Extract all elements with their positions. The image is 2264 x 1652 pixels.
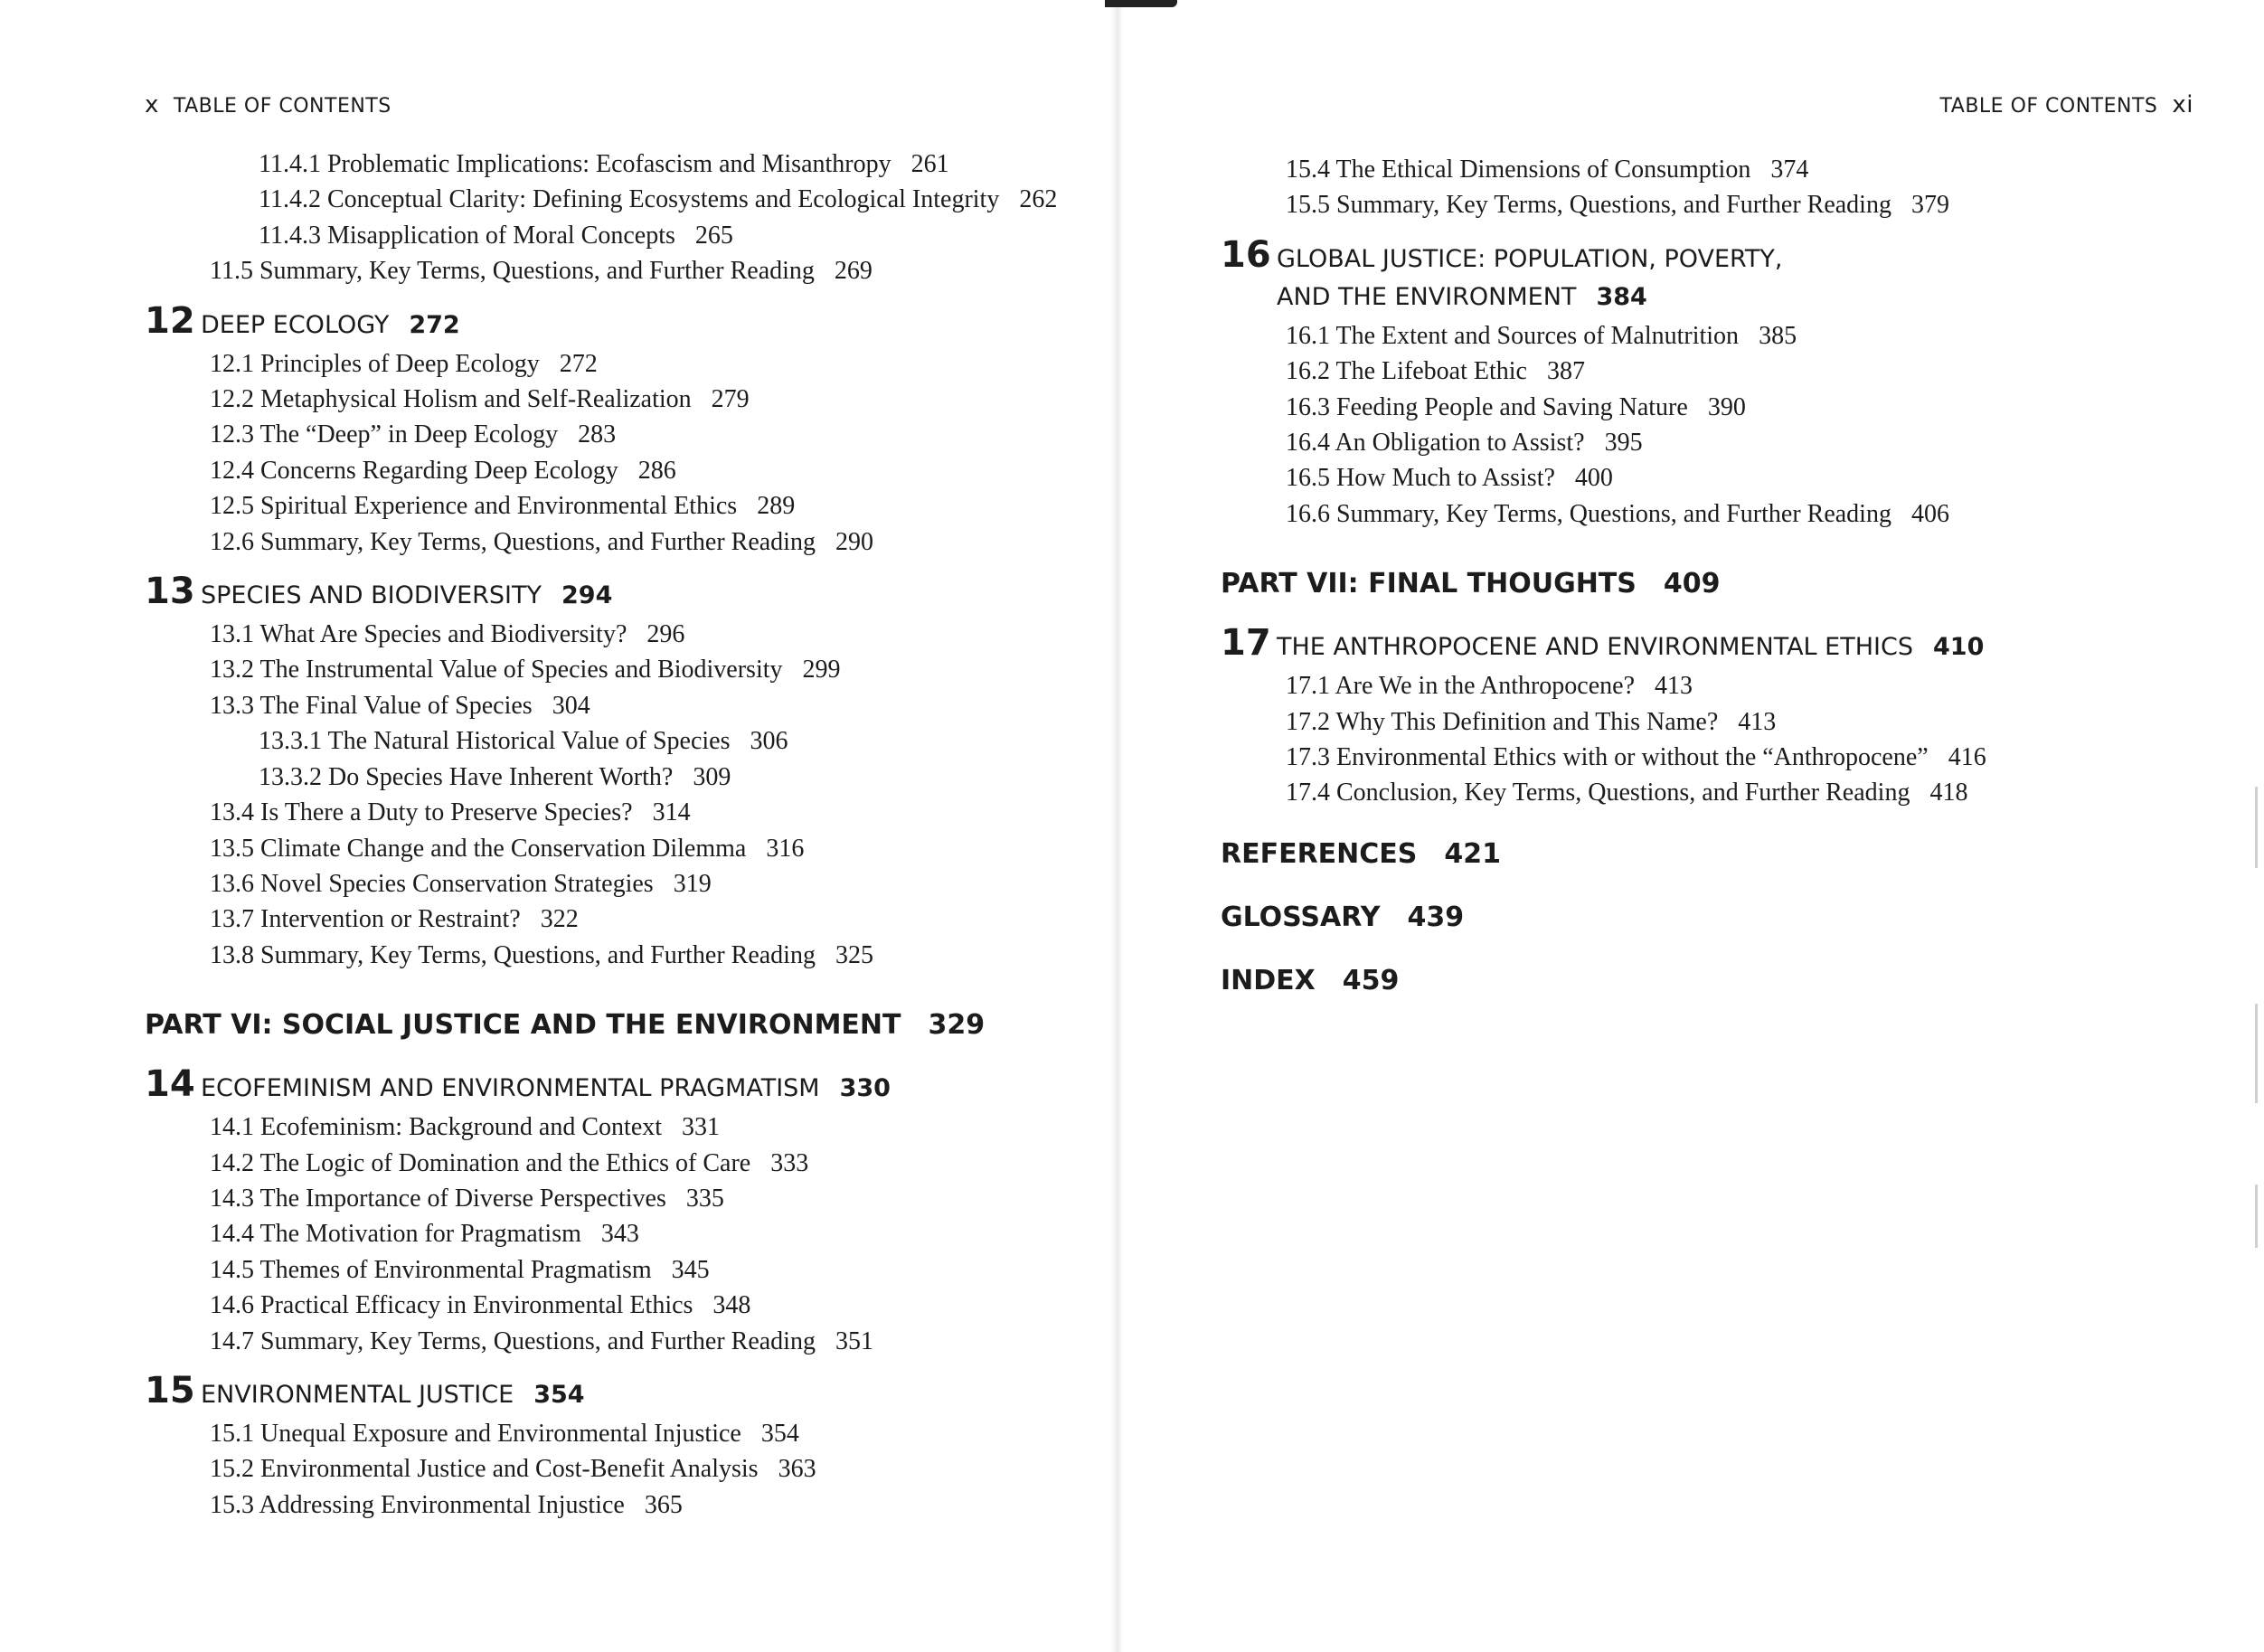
chapter-heading[interactable] bbox=[145, 1369, 1057, 1414]
chapter-title: DEEP ECOLOGY bbox=[201, 310, 390, 339]
backmatter-title: GLOSSARY bbox=[1221, 901, 1381, 933]
toc-entry[interactable] bbox=[145, 938, 1057, 973]
entry-page-number: 333 bbox=[770, 1148, 809, 1177]
entry-title: 13.3.2 Do Species Have Inherent Worth? bbox=[259, 762, 674, 791]
entry-page-number: 365 bbox=[644, 1490, 683, 1519]
entry-page-number: 351 bbox=[835, 1326, 873, 1355]
entry-page-number: 387 bbox=[1546, 357, 1585, 386]
entry-page-number: 262 bbox=[1019, 185, 1058, 214]
chapter-heading[interactable] bbox=[145, 1065, 1057, 1108]
entry-page-number: 418 bbox=[1929, 779, 1968, 807]
toc-entry[interactable] bbox=[1221, 704, 1986, 740]
backmatter-heading[interactable] bbox=[1221, 898, 1986, 938]
entry-title: 11.5 Summary, Key Terms, Questions, and Further Reading bbox=[210, 257, 815, 286]
entry-title: 13.3.1 The Natural Historical Value of Species bbox=[259, 727, 731, 756]
toc-entry[interactable] bbox=[145, 1109, 1057, 1145]
entry-title: 15.5 Summary, Key Terms, Questions, and Further Reading bbox=[1286, 191, 1891, 220]
toc-entry[interactable] bbox=[145, 524, 1057, 560]
chapter-page-number: 354 bbox=[533, 1380, 585, 1409]
chapter-title: GLOBAL JUSTICE: POPULATION, POVERTY, bbox=[1277, 244, 1783, 273]
entry-page-number: 385 bbox=[1759, 321, 1797, 350]
entry-title: 12.4 Concerns Regarding Deep Ecology bbox=[210, 456, 618, 485]
toc-entry[interactable] bbox=[145, 1216, 1057, 1251]
entry-page-number: 299 bbox=[802, 656, 841, 684]
toc-entry[interactable] bbox=[145, 688, 1057, 723]
part-heading[interactable] bbox=[1221, 564, 1986, 604]
entry-page-number: 345 bbox=[671, 1255, 710, 1284]
part-title: PART VII: FINAL THOUGHTS bbox=[1221, 568, 1637, 600]
toc-entry[interactable] bbox=[145, 866, 1057, 902]
toc-entry[interactable] bbox=[145, 760, 1057, 795]
toc-entry[interactable] bbox=[1221, 460, 1986, 496]
part-page-number: 409 bbox=[1663, 568, 1721, 600]
chapter-page-number: 384 bbox=[1596, 282, 1647, 311]
backmatter-title: REFERENCES bbox=[1221, 837, 1418, 870]
toc-list bbox=[1221, 152, 1986, 1001]
entry-page-number: 279 bbox=[711, 385, 750, 414]
chapter-number: 14 bbox=[145, 1063, 195, 1106]
entry-title: 13.2 The Instrumental Value of Species and Biodiversity bbox=[210, 656, 783, 684]
toc-entry[interactable] bbox=[145, 1416, 1057, 1451]
entry-title: 15.2 Environmental Justice and Cost-Benefit Analysis bbox=[210, 1455, 759, 1484]
entry-page-number: 309 bbox=[693, 762, 731, 791]
entry-page-number: 416 bbox=[1948, 743, 1986, 772]
backmatter-page-number: 459 bbox=[1342, 964, 1400, 996]
chapter-page-number: 294 bbox=[561, 581, 613, 610]
entry-title: 14.5 Themes of Environmental Pragmatism bbox=[210, 1255, 652, 1284]
toc-entry[interactable] bbox=[145, 1487, 1057, 1523]
entry-title: 13.1 What Are Species and Biodiversity? bbox=[210, 620, 627, 649]
running-head bbox=[145, 91, 391, 118]
entry-title: 16.2 The Lifeboat Ethic bbox=[1286, 357, 1527, 386]
running-head-title: TABLE OF CONTENTS bbox=[1939, 95, 2158, 118]
entry-page-number: 395 bbox=[1604, 429, 1643, 458]
toc-entry[interactable] bbox=[145, 795, 1057, 830]
entry-title: 11.4.2 Conceptual Clarity: Defining Ecosystems and Ecological Integrity bbox=[259, 185, 1000, 214]
chapter-page-number: 410 bbox=[1933, 633, 1985, 662]
toc-entry[interactable] bbox=[1221, 668, 1986, 703]
entry-title: 16.1 The Extent and Sources of Malnutrition bbox=[1286, 321, 1740, 350]
entry-title: 12.1 Principles of Deep Ecology bbox=[210, 349, 540, 378]
entry-title: 13.7 Intervention or Restraint? bbox=[210, 905, 521, 934]
toc-entry[interactable] bbox=[145, 488, 1057, 524]
page-folio: xi bbox=[2172, 91, 2193, 118]
entry-title: 13.4 Is There a Duty to Preserve Species? bbox=[210, 798, 633, 827]
entry-title: 11.4.3 Misapplication of Moral Concepts bbox=[259, 221, 675, 250]
entry-page-number: 390 bbox=[1707, 392, 1746, 421]
running-head bbox=[1940, 91, 2193, 118]
part-title: PART VI: SOCIAL JUSTICE AND THE ENVIRONMENT bbox=[145, 1009, 901, 1042]
toc-entry[interactable] bbox=[145, 382, 1057, 417]
entry-page-number: 286 bbox=[637, 456, 676, 485]
chapter-heading[interactable] bbox=[145, 299, 1057, 345]
entry-page-number: 316 bbox=[766, 834, 805, 863]
toc-entry[interactable] bbox=[145, 617, 1057, 652]
entry-title: 13.6 Novel Species Conservation Strategies bbox=[210, 869, 654, 898]
toc-entry[interactable] bbox=[1221, 390, 1986, 425]
toc-entry[interactable] bbox=[145, 182, 1057, 217]
entry-page-number: 296 bbox=[646, 620, 685, 649]
entry-page-number: 400 bbox=[1574, 464, 1613, 493]
entry-title: 14.2 The Logic of Domination and the Ethics of Care bbox=[210, 1148, 751, 1177]
chapter-number: 17 bbox=[1221, 622, 1271, 665]
toc-entry[interactable] bbox=[1221, 496, 1986, 532]
entry-title: 13.8 Summary, Key Terms, Questions, and Further Reading bbox=[210, 940, 816, 969]
entry-title: 15.3 Addressing Environmental Injustice bbox=[210, 1490, 625, 1519]
entry-page-number: 379 bbox=[1910, 191, 1949, 220]
entry-page-number: 283 bbox=[578, 420, 617, 449]
chapter-heading[interactable] bbox=[1221, 233, 1986, 316]
entry-title: 11.4.1 Problematic Implications: Ecofascism and Misanthropy bbox=[259, 150, 891, 178]
entry-title: 14.3 The Importance of Diverse Perspectives bbox=[210, 1184, 666, 1213]
toc-entry[interactable] bbox=[1221, 425, 1986, 460]
entry-page-number: 374 bbox=[1770, 156, 1809, 184]
entry-title: 12.5 Spiritual Experience and Environmental Ethics bbox=[210, 492, 738, 521]
entry-page-number: 272 bbox=[559, 349, 598, 378]
part-heading[interactable] bbox=[145, 1005, 1057, 1045]
toc-entry[interactable] bbox=[145, 1146, 1057, 1181]
toc-entry[interactable] bbox=[145, 1288, 1057, 1323]
entry-page-number: 335 bbox=[685, 1184, 724, 1213]
entry-page-number: 413 bbox=[1738, 707, 1777, 736]
chapter-page-number: 330 bbox=[839, 1074, 891, 1103]
right-page bbox=[1123, 0, 2264, 1652]
toc-entry[interactable] bbox=[145, 417, 1057, 452]
entry-title: 12.6 Summary, Key Terms, Questions, and Further Reading bbox=[210, 527, 816, 556]
part-page-number: 329 bbox=[928, 1009, 986, 1042]
entry-title: 13.5 Climate Change and the Conservation Dilemma bbox=[210, 834, 747, 863]
chapter-number: 15 bbox=[145, 1369, 195, 1411]
entry-title: 17.2 Why This Definition and This Name? bbox=[1286, 707, 1719, 736]
chapter-title: THE ANTHROPOCENE AND ENVIRONMENTAL ETHICS bbox=[1277, 633, 1913, 662]
entry-title: 17.4 Conclusion, Key Terms, Questions, and Further Reading bbox=[1286, 779, 1910, 807]
chapter-title: ENVIRONMENTAL JUSTICE bbox=[201, 1380, 514, 1409]
backmatter-page-number: 421 bbox=[1444, 837, 1502, 870]
entry-title: 16.3 Feeding People and Saving Nature bbox=[1286, 392, 1688, 421]
entry-title: 15.4 The Ethical Dimensions of Consumption bbox=[1286, 156, 1751, 184]
toc-entry[interactable] bbox=[1221, 775, 1986, 810]
toc-entry[interactable] bbox=[145, 146, 1057, 182]
entry-page-number: 306 bbox=[750, 727, 788, 756]
chapter-page-number: 272 bbox=[409, 310, 460, 339]
entry-title: 14.7 Summary, Key Terms, Questions, and Further Reading bbox=[210, 1326, 816, 1355]
entry-page-number: 363 bbox=[778, 1455, 816, 1484]
toc-entry[interactable] bbox=[145, 723, 1057, 759]
toc-entry[interactable] bbox=[1221, 740, 1986, 775]
left-page bbox=[0, 0, 1110, 1652]
toc-entry[interactable] bbox=[145, 253, 1057, 288]
entry-page-number: 354 bbox=[760, 1419, 799, 1448]
toc-entry[interactable] bbox=[1221, 354, 1986, 389]
toc-entry[interactable] bbox=[145, 1324, 1057, 1359]
toc-entry[interactable] bbox=[145, 1451, 1057, 1487]
chapter-number: 13 bbox=[145, 571, 195, 613]
entry-title: 12.3 The “Deep” in Deep Ecology bbox=[210, 420, 559, 449]
toc-entry[interactable] bbox=[145, 1252, 1057, 1288]
backmatter-heading[interactable] bbox=[1221, 835, 1986, 874]
entry-title: 15.1 Unequal Exposure and Environmental Injustice bbox=[210, 1419, 741, 1448]
entry-title: 12.2 Metaphysical Holism and Self-Realization bbox=[210, 385, 692, 414]
entry-page-number: 348 bbox=[712, 1291, 751, 1320]
entry-page-number: 406 bbox=[1910, 499, 1949, 528]
entry-page-number: 290 bbox=[835, 527, 873, 556]
backmatter-heading[interactable] bbox=[1221, 961, 1986, 1001]
toc-entry[interactable] bbox=[145, 831, 1057, 866]
entry-page-number: 325 bbox=[835, 940, 873, 969]
toc-entry[interactable] bbox=[1221, 318, 1986, 354]
chapter-title: ECOFEMINISM AND ENVIRONMENTAL PRAGMATISM bbox=[201, 1074, 820, 1103]
entry-page-number: 269 bbox=[834, 257, 873, 286]
chapter-title-continued: AND THE ENVIRONMENT 384 bbox=[1277, 282, 1647, 311]
chapter-number: 12 bbox=[145, 299, 195, 342]
toc-entry[interactable] bbox=[1221, 187, 1986, 222]
entry-title: 14.6 Practical Efficacy in Environmental Ethics bbox=[210, 1291, 693, 1320]
toc-entry[interactable] bbox=[145, 1181, 1057, 1216]
entry-page-number: 304 bbox=[552, 691, 590, 720]
entry-title: 14.1 Ecofeminism: Background and Context bbox=[210, 1113, 663, 1142]
entry-title: 17.1 Are We in the Anthropocene? bbox=[1286, 672, 1636, 701]
toc-entry[interactable] bbox=[145, 218, 1057, 253]
chapter-title: SPECIES AND BIODIVERSITY bbox=[201, 581, 542, 610]
entry-page-number: 265 bbox=[694, 221, 733, 250]
entry-page-number: 261 bbox=[910, 150, 949, 178]
entry-title: 16.5 How Much to Assist? bbox=[1286, 464, 1555, 493]
chapter-heading[interactable] bbox=[1221, 624, 1986, 666]
entry-page-number: 331 bbox=[682, 1113, 721, 1142]
entry-page-number: 413 bbox=[1655, 672, 1693, 701]
entry-title: 17.3 Environmental Ethics with or without the “Anthropocene” bbox=[1286, 743, 1929, 772]
chapter-heading[interactable] bbox=[145, 572, 1057, 615]
entry-page-number: 314 bbox=[652, 798, 691, 827]
toc-entry[interactable] bbox=[145, 902, 1057, 937]
toc-entry[interactable] bbox=[145, 652, 1057, 687]
entry-title: 14.4 The Motivation for Pragmatism bbox=[210, 1220, 581, 1249]
backmatter-title: INDEX bbox=[1221, 964, 1316, 996]
entry-page-number: 322 bbox=[540, 905, 579, 934]
entry-page-number: 289 bbox=[757, 492, 796, 521]
toc-entry[interactable] bbox=[145, 453, 1057, 488]
toc-entry[interactable] bbox=[145, 346, 1057, 382]
entry-title: 13.3 The Final Value of Species bbox=[210, 691, 533, 720]
entry-page-number: 319 bbox=[673, 869, 712, 898]
toc-entry[interactable] bbox=[1221, 152, 1986, 187]
running-head-title: TABLE OF CONTENTS bbox=[173, 95, 391, 118]
chapter-number: 16 bbox=[1221, 233, 1271, 276]
entry-title: 16.6 Summary, Key Terms, Questions, and Further Reading bbox=[1286, 499, 1891, 528]
page-folio: x bbox=[145, 91, 159, 118]
entry-title: 16.4 An Obligation to Assist? bbox=[1286, 429, 1585, 458]
backmatter-page-number: 439 bbox=[1407, 901, 1465, 933]
page-gutter bbox=[1110, 0, 1123, 1652]
entry-page-number: 343 bbox=[600, 1220, 639, 1249]
toc-list bbox=[145, 146, 1057, 1523]
